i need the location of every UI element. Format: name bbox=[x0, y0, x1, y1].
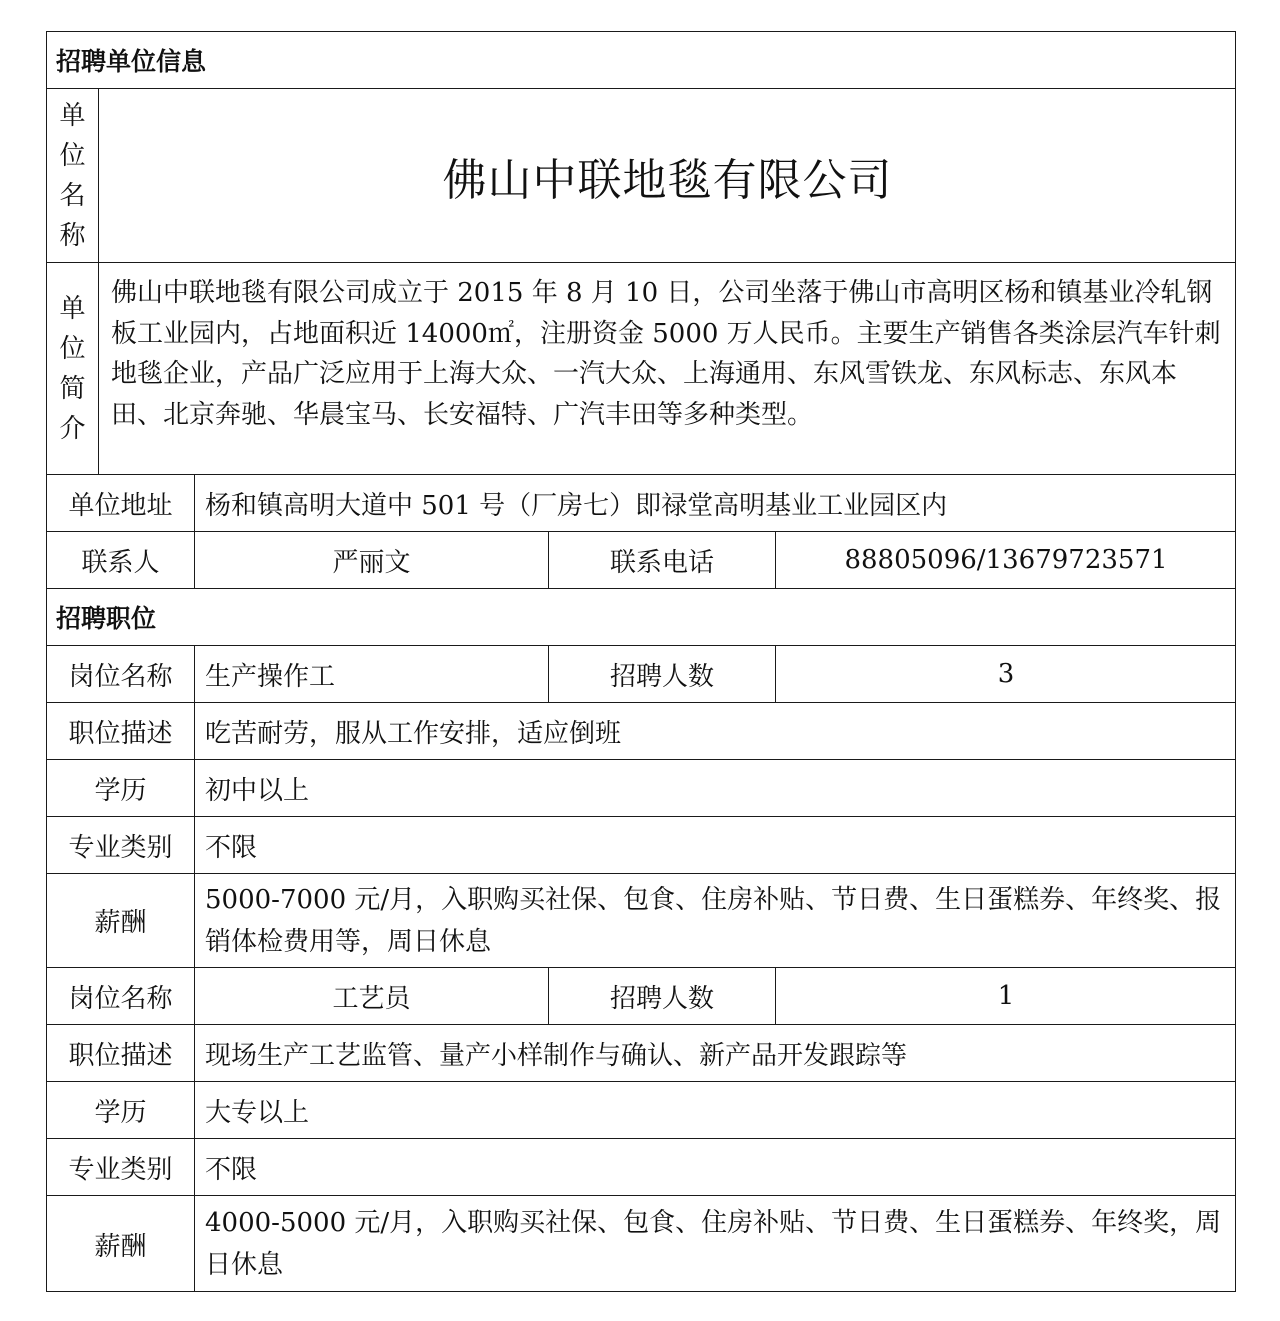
job2-major: 不限 bbox=[194, 1138, 1236, 1195]
job2-salary-label: 薪酬 bbox=[46, 1195, 194, 1292]
job2-description: 现场生产工艺监管、量产小样制作与确认、新产品开发跟踪等 bbox=[194, 1024, 1236, 1081]
job2-description-label: 职位描述 bbox=[46, 1024, 194, 1081]
company-name: 佛山中联地毯有限公司 bbox=[98, 88, 1236, 262]
job1-major: 不限 bbox=[194, 816, 1236, 873]
job2-headcount: 1 bbox=[775, 967, 1236, 1024]
section-employer-info: 招聘单位信息 bbox=[46, 31, 1236, 88]
job1-education-label: 学历 bbox=[46, 759, 194, 816]
job1-salary: 5000-7000 元/月，入职购买社保、包食、住房补贴、节日费、生日蛋糕券、年终奖、报销体检费用等，周日休息 bbox=[194, 873, 1236, 967]
phone-value: 88805096/13679723571 bbox=[775, 531, 1236, 588]
contact-value: 严丽文 bbox=[194, 531, 548, 588]
address-value: 杨和镇高明大道中 501 号（厂房七）即禄堂高明基业工业园区内 bbox=[194, 474, 1236, 531]
job1-headcount-label: 招聘人数 bbox=[548, 645, 775, 702]
job1-title: 生产操作工 bbox=[194, 645, 548, 702]
address-label: 单位地址 bbox=[46, 474, 194, 531]
company-name-label: 单位名称 bbox=[46, 88, 98, 262]
job2-education-label: 学历 bbox=[46, 1081, 194, 1138]
contact-label: 联系人 bbox=[46, 531, 194, 588]
company-intro: 佛山中联地毯有限公司成立于 2015 年 8 月 10 日，公司坐落于佛山市高明区杨和镇基业冷轧钢板工业园内，占地面积近 14000㎡，注册资金 5000 万人民币。主要生产销售各类涂层汽车针刺地毯企业，产品广泛应用于上海大众、一汽大众、上海通用、东风雪铁龙、东风标志、东风本田、北京奔驰、华晨宝马、长安福特、广汽丰田等多种类型。 bbox=[98, 262, 1236, 474]
section-positions: 招聘职位 bbox=[46, 588, 1236, 645]
phone-label: 联系电话 bbox=[548, 531, 775, 588]
job1-education: 初中以上 bbox=[194, 759, 1236, 816]
job2-title: 工艺员 bbox=[194, 967, 548, 1024]
company-intro-label: 单位简介 bbox=[46, 262, 98, 474]
job1-title-label: 岗位名称 bbox=[46, 645, 194, 702]
job2-education: 大专以上 bbox=[194, 1081, 1236, 1138]
job1-headcount: 3 bbox=[775, 645, 1236, 702]
job2-headcount-label: 招聘人数 bbox=[548, 967, 775, 1024]
job2-title-label: 岗位名称 bbox=[46, 967, 194, 1024]
job1-major-label: 专业类别 bbox=[46, 816, 194, 873]
job1-description-label: 职位描述 bbox=[46, 702, 194, 759]
job2-major-label: 专业类别 bbox=[46, 1138, 194, 1195]
job1-salary-label: 薪酬 bbox=[46, 873, 194, 967]
job2-salary: 4000-5000 元/月，入职购买社保、包食、住房补贴、节日费、生日蛋糕券、年终奖，周日休息 bbox=[194, 1195, 1236, 1292]
job1-description: 吃苦耐劳，服从工作安排，适应倒班 bbox=[194, 702, 1236, 759]
